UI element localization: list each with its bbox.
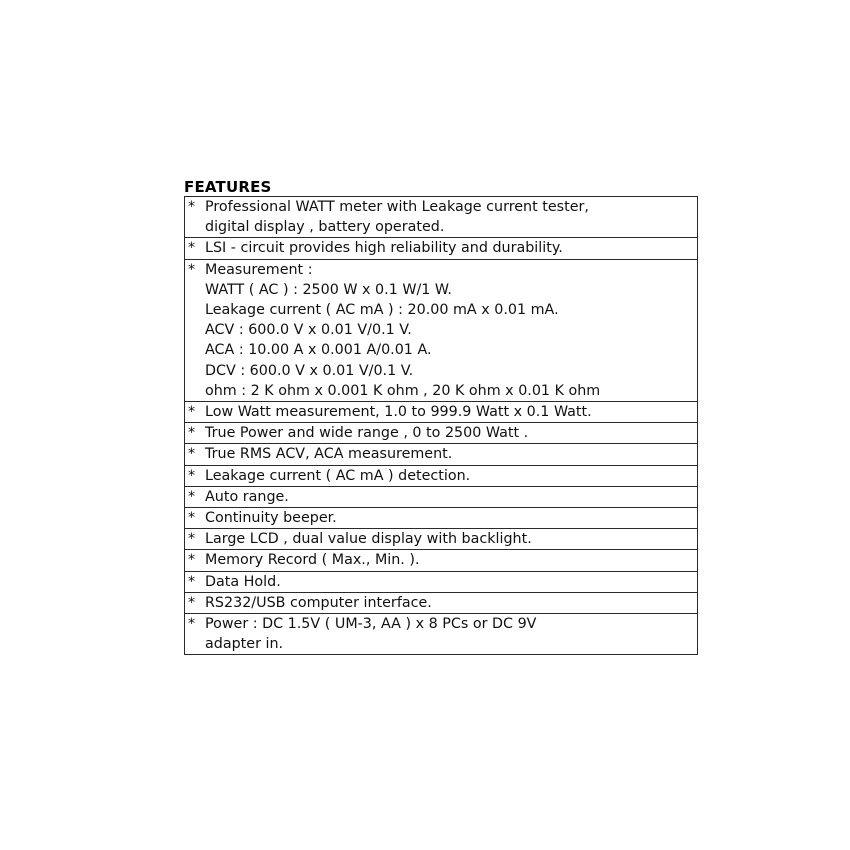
feature-row [185,592,698,613]
feature-text [205,402,697,422]
feature-cell [185,444,698,465]
feature-text-line: Data Hold. [205,573,281,590]
feature-text [205,423,697,443]
feature-item [188,444,697,464]
feature-row [185,197,698,238]
feature-item [188,487,697,507]
feature-text [205,508,697,528]
feature-row [185,529,698,550]
feature-row [185,238,698,259]
asterisk-bullet-icon: * [188,261,196,278]
feature-cell [185,401,698,422]
feature-text [205,614,697,654]
asterisk-bullet-icon: * [188,467,196,484]
feature-row [185,444,698,465]
feature-text [205,466,697,486]
feature-text-line: True RMS ACV, ACA measurement. [205,446,453,463]
asterisk-bullet-icon: * [188,199,196,215]
feature-text-line: Memory Record ( Max., Min. ). [205,552,420,569]
features-heading: FEATURES [184,178,272,196]
feature-row [185,423,698,444]
feature-cell [185,529,698,550]
asterisk-bullet-icon: * [188,531,196,548]
feature-cell [185,259,698,401]
feature-text-line: WATT ( AC ) : 2500 W x 0.1 W/1 W. [205,281,452,298]
feature-text [205,550,697,570]
feature-text-line: adapter in. [205,636,284,653]
feature-cell [185,613,698,654]
feature-text-line: LSI - circuit provides high reliability and durability. [205,240,563,257]
asterisk-bullet-icon: * [188,594,196,611]
feature-text [205,444,697,464]
feature-row [185,613,698,654]
feature-item [188,402,697,422]
feature-row [185,571,698,592]
feature-cell [185,423,698,444]
feature-text [205,260,697,401]
feature-text-line: ACA : 10.00 A x 0.001 A/0.01 A. [205,342,432,359]
feature-cell [185,465,698,486]
feature-item [188,423,697,443]
feature-text [205,197,697,237]
feature-text-line: Large LCD , dual value display with backlight. [205,531,532,548]
feature-row [185,507,698,528]
feature-item [188,508,697,528]
asterisk-bullet-icon: * [188,488,196,505]
asterisk-bullet-icon: * [188,446,196,463]
asterisk-bullet-icon: * [188,509,196,526]
feature-item [188,529,697,549]
feature-text-line: Leakage current ( AC mA ) : 20.00 mA x 0.01 mA. [205,301,559,318]
feature-row [185,486,698,507]
feature-text [205,487,697,507]
feature-cell [185,197,698,238]
feature-cell [185,238,698,259]
feature-text-line: Measurement : [205,261,313,278]
features-table [184,196,698,655]
feature-text [205,238,697,258]
asterisk-bullet-icon: * [188,552,196,569]
feature-row [185,401,698,422]
feature-cell [185,571,698,592]
feature-text-line: ACV : 600.0 V x 0.01 V/0.1 V. [205,322,412,339]
feature-text-line: Auto range. [205,488,289,505]
feature-text-line: RS232/USB computer interface. [205,594,432,611]
asterisk-bullet-icon: * [188,573,196,590]
asterisk-bullet-icon: * [188,615,196,632]
features-section [184,178,698,655]
feature-item [188,466,697,486]
feature-cell [185,486,698,507]
feature-text-line: Leakage current ( AC mA ) detection. [205,467,471,484]
asterisk-bullet-icon: * [188,425,196,442]
feature-text-line: ohm : 2 K ohm x 0.001 K ohm , 20 K ohm x 0.01 K ohm [205,382,601,399]
feature-text-line: DCV : 600.0 V x 0.01 V/0.1 V. [205,362,414,379]
feature-item [188,260,697,401]
feature-text [205,572,697,592]
feature-text-line: Power : DC 1.5V ( UM-3, AA ) x 8 PCs or DC 9V [205,615,537,632]
asterisk-bullet-icon: * [188,403,196,420]
feature-item [188,593,697,613]
feature-item [188,197,697,237]
feature-text-line: digital display , battery operated. [205,219,445,236]
features-table-body [185,197,698,655]
asterisk-bullet-icon: * [188,240,196,257]
feature-item [188,572,697,592]
feature-row [185,550,698,571]
feature-row [185,465,698,486]
feature-text-line: Professional WATT meter with Leakage current tester, [205,199,589,215]
feature-cell [185,550,698,571]
feature-item [188,614,697,654]
feature-text-line: Low Watt measurement, 1.0 to 999.9 Watt x 0.1 Watt. [205,403,592,420]
feature-text [205,593,697,613]
feature-row [185,259,698,401]
feature-text-line: Continuity beeper. [205,509,337,526]
feature-cell [185,507,698,528]
feature-text [205,529,697,549]
feature-cell [185,592,698,613]
feature-item [188,550,697,570]
feature-item [188,238,697,258]
feature-text-line: True Power and wide range , 0 to 2500 Watt . [205,425,529,442]
